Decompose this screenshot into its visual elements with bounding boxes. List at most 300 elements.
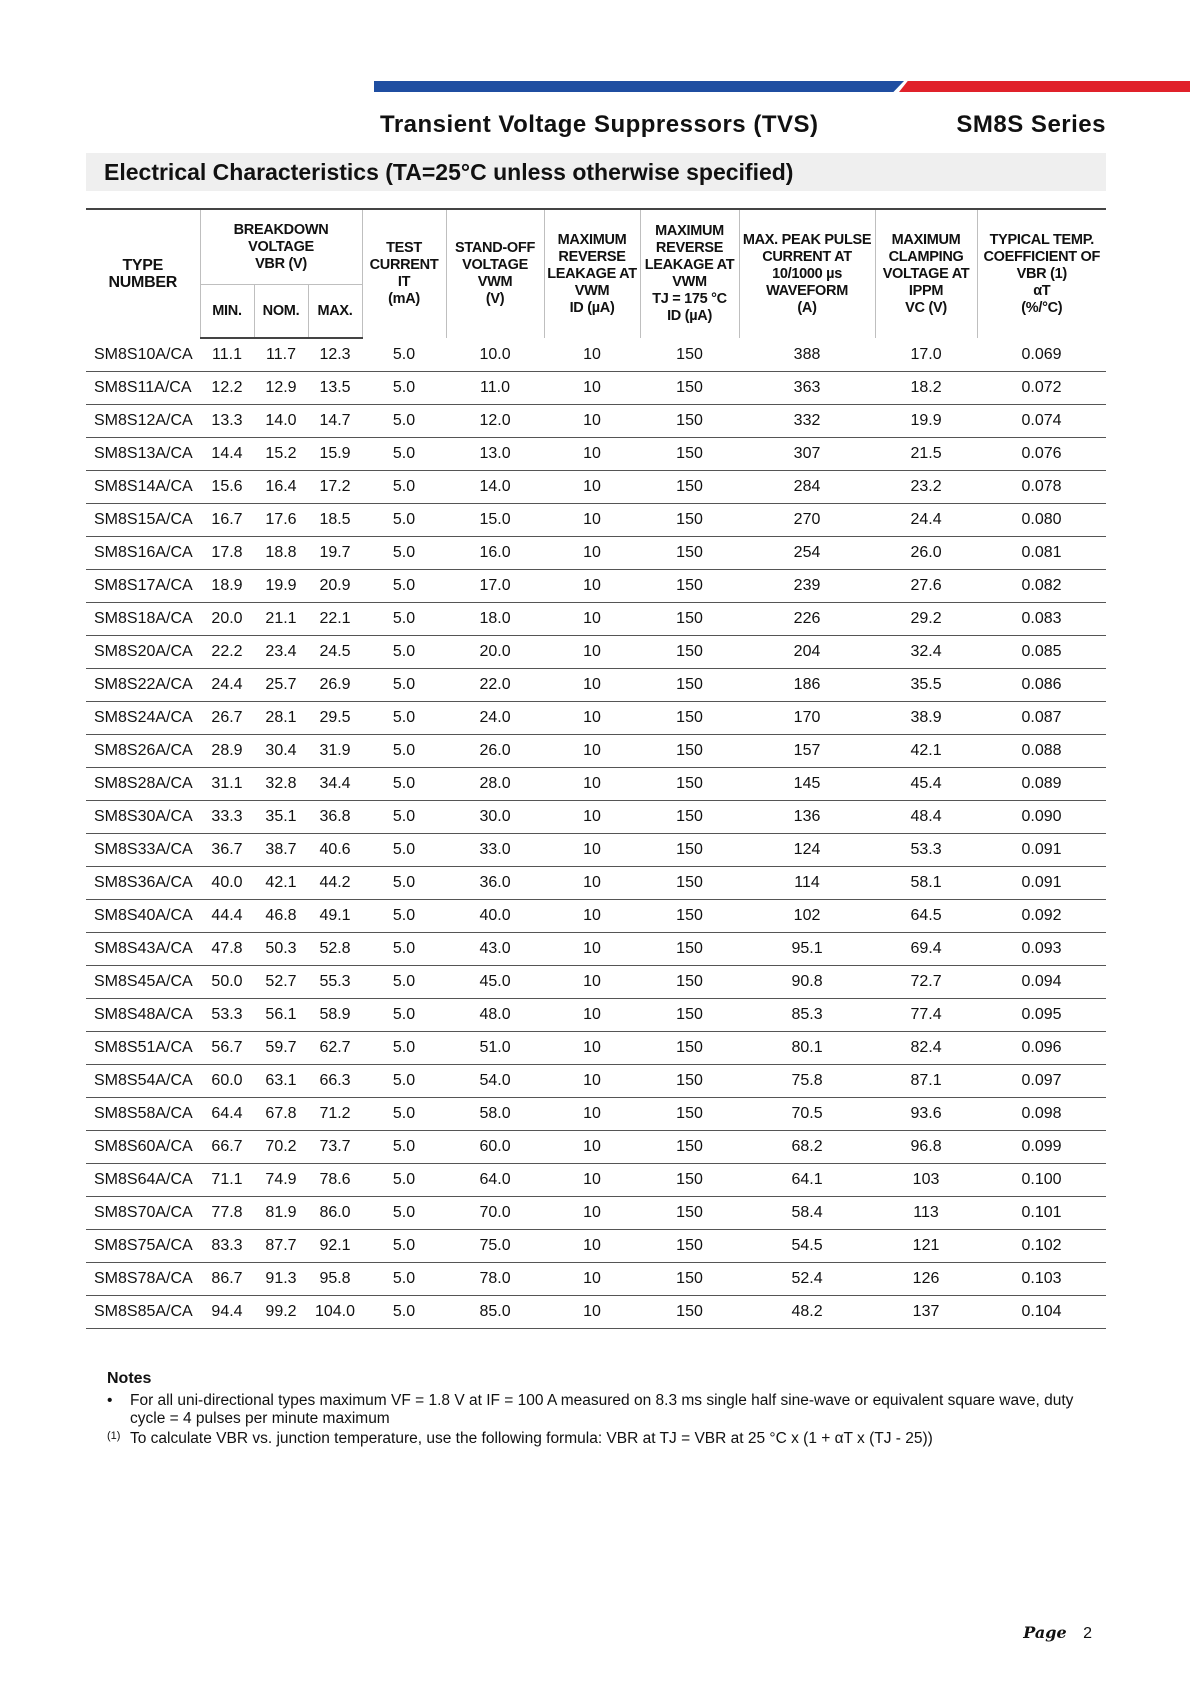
table-cell: 150 [640, 1263, 739, 1296]
table-cell: 15.9 [308, 438, 362, 471]
table-cell: 10 [544, 1098, 640, 1131]
table-cell: 0.085 [977, 636, 1106, 669]
table-row [86, 1032, 1106, 1065]
table-cell: 332 [739, 405, 875, 438]
table-row [86, 1230, 1106, 1263]
table-cell: 64.5 [875, 900, 977, 933]
table-cell: 27.6 [875, 570, 977, 603]
table-cell: 18.0 [446, 603, 544, 636]
table-cell: 5.0 [362, 438, 446, 471]
table-cell: 50.3 [254, 933, 308, 966]
table-row [86, 702, 1106, 735]
table-cell: 60.0 [446, 1131, 544, 1164]
table-cell: 64.1 [739, 1164, 875, 1197]
table-cell: 53.3 [200, 999, 254, 1032]
table-cell: 44.2 [308, 867, 362, 900]
table-cell: 18.8 [254, 537, 308, 570]
table-cell: 15.6 [200, 471, 254, 504]
table-row [86, 471, 1106, 504]
table-cell: 22.1 [308, 603, 362, 636]
table-cell: 150 [640, 900, 739, 933]
table-cell: 54.0 [446, 1065, 544, 1098]
table-cell: 0.098 [977, 1098, 1106, 1131]
header-standoff-voltage: STAND-OFF VOLTAGE VWM (V) [446, 209, 544, 338]
table-cell: 93.6 [875, 1098, 977, 1131]
table-cell: 150 [640, 801, 739, 834]
table-cell: 5.0 [362, 537, 446, 570]
table-cell: 47.8 [200, 933, 254, 966]
table-cell: 126 [875, 1263, 977, 1296]
table-cell: 5.0 [362, 702, 446, 735]
header-nom: NOM. [254, 285, 308, 339]
type-number-cell: SM8S13A/CA [86, 438, 200, 471]
table-cell: 49.1 [308, 900, 362, 933]
table-cell: 59.7 [254, 1032, 308, 1065]
table-row [86, 669, 1106, 702]
header-color-stripe [374, 81, 1190, 92]
type-number-cell: SM8S14A/CA [86, 471, 200, 504]
table-cell: 0.083 [977, 603, 1106, 636]
table-cell: 14.4 [200, 438, 254, 471]
table-cell: 92.1 [308, 1230, 362, 1263]
header-breakdown-voltage: BREAKDOWN VOLTAGE VBR (V) [200, 209, 362, 285]
table-cell: 52.4 [739, 1263, 875, 1296]
table-cell: 10.0 [446, 338, 544, 372]
table-cell: 96.8 [875, 1131, 977, 1164]
table-row [86, 1065, 1106, 1098]
table-cell: 32.4 [875, 636, 977, 669]
table-cell: 145 [739, 768, 875, 801]
table-cell: 150 [640, 338, 739, 372]
table-cell: 5.0 [362, 1098, 446, 1131]
table-cell: 86.0 [308, 1197, 362, 1230]
type-number-cell: SM8S85A/CA [86, 1296, 200, 1329]
table-cell: 10 [544, 570, 640, 603]
table-cell: 46.8 [254, 900, 308, 933]
table-cell: 35.1 [254, 801, 308, 834]
table-cell: 44.4 [200, 900, 254, 933]
table-cell: 28.9 [200, 735, 254, 768]
table-row [86, 1296, 1106, 1329]
table-cell: 121 [875, 1230, 977, 1263]
header-stripe-red [899, 81, 1190, 92]
header-max: MAX. [308, 285, 362, 339]
table-cell: 58.9 [308, 999, 362, 1032]
table-cell: 77.4 [875, 999, 977, 1032]
page-footer [1023, 1623, 1092, 1643]
table-cell: 15.0 [446, 504, 544, 537]
table-cell: 85.3 [739, 999, 875, 1032]
table-cell: 26.0 [875, 537, 977, 570]
table-cell: 150 [640, 1296, 739, 1329]
table-cell: 18.5 [308, 504, 362, 537]
table-cell: 11.7 [254, 338, 308, 372]
notes-heading: Notes [107, 1370, 152, 1387]
table-cell: 45.4 [875, 768, 977, 801]
table-cell: 18.9 [200, 570, 254, 603]
table-cell: 104.0 [308, 1296, 362, 1329]
table-row [86, 999, 1106, 1032]
table-cell: 0.104 [977, 1296, 1106, 1329]
table-cell: 20.0 [446, 636, 544, 669]
table-cell: 29.2 [875, 603, 977, 636]
section-header [86, 153, 1106, 191]
table-cell: 0.099 [977, 1131, 1106, 1164]
table-cell: 10 [544, 338, 640, 372]
table-row [86, 338, 1106, 372]
table-cell: 10 [544, 801, 640, 834]
table-cell: 18.2 [875, 372, 977, 405]
table-cell: 102 [739, 900, 875, 933]
table-cell: 14.0 [446, 471, 544, 504]
table-cell: 22.2 [200, 636, 254, 669]
table-cell: 113 [875, 1197, 977, 1230]
table-cell: 204 [739, 636, 875, 669]
table-row [86, 504, 1106, 537]
table-row [86, 966, 1106, 999]
table-cell: 150 [640, 867, 739, 900]
type-number-cell: SM8S43A/CA [86, 933, 200, 966]
table-cell: 28.1 [254, 702, 308, 735]
table-cell: 21.5 [875, 438, 977, 471]
type-number-cell: SM8S60A/CA [86, 1131, 200, 1164]
table-row [86, 1098, 1106, 1131]
table-cell: 53.3 [875, 834, 977, 867]
table-row [86, 570, 1106, 603]
table-cell: 124 [739, 834, 875, 867]
type-number-cell: SM8S33A/CA [86, 834, 200, 867]
table-cell: 150 [640, 1065, 739, 1098]
table-cell: 71.1 [200, 1164, 254, 1197]
type-number-cell: SM8S24A/CA [86, 702, 200, 735]
table-cell: 157 [739, 735, 875, 768]
table-cell: 5.0 [362, 1230, 446, 1263]
table-cell: 33.0 [446, 834, 544, 867]
header-reverse-leakage-175c: MAXIMUM REVERSE LEAKAGE AT VWM TJ = 175 °C ID (µA) [640, 209, 739, 338]
table-cell: 0.101 [977, 1197, 1106, 1230]
table-cell: 388 [739, 338, 875, 372]
table-cell: 60.0 [200, 1065, 254, 1098]
table-cell: 24.0 [446, 702, 544, 735]
table-row [86, 768, 1106, 801]
table-row [86, 735, 1106, 768]
table-cell: 12.2 [200, 372, 254, 405]
table-cell: 136 [739, 801, 875, 834]
table-cell: 10 [544, 438, 640, 471]
table-cell: 48.0 [446, 999, 544, 1032]
type-number-cell: SM8S70A/CA [86, 1197, 200, 1230]
table-cell: 40.0 [200, 867, 254, 900]
table-cell: 14.0 [254, 405, 308, 438]
table-cell: 0.072 [977, 372, 1106, 405]
page-label: Page [1023, 1623, 1067, 1642]
table-cell: 10 [544, 1197, 640, 1230]
table-cell: 0.069 [977, 338, 1106, 372]
table-cell: 40.0 [446, 900, 544, 933]
table-cell: 23.2 [875, 471, 977, 504]
notes-section [107, 1370, 1107, 1448]
table-cell: 5.0 [362, 999, 446, 1032]
table-cell: 150 [640, 1230, 739, 1263]
table-cell: 17.8 [200, 537, 254, 570]
header-temp-coefficient: TYPICAL TEMP. COEFFICIENT OF VBR (1) αT (%/°C) [977, 209, 1106, 338]
table-cell: 31.9 [308, 735, 362, 768]
table-cell: 48.4 [875, 801, 977, 834]
table-row [86, 834, 1106, 867]
type-number-cell: SM8S17A/CA [86, 570, 200, 603]
table-cell: 70.5 [739, 1098, 875, 1131]
table-row [86, 900, 1106, 933]
table-cell: 40.6 [308, 834, 362, 867]
type-number-cell: SM8S18A/CA [86, 603, 200, 636]
table-cell: 58.1 [875, 867, 977, 900]
table-cell: 5.0 [362, 1197, 446, 1230]
table-cell: 31.1 [200, 768, 254, 801]
table-cell: 19.9 [875, 405, 977, 438]
table-cell: 80.1 [739, 1032, 875, 1065]
table-cell: 150 [640, 1131, 739, 1164]
table-cell: 38.9 [875, 702, 977, 735]
table-cell: 5.0 [362, 504, 446, 537]
table-cell: 5.0 [362, 338, 446, 372]
type-number-cell: SM8S12A/CA [86, 405, 200, 438]
table-row [86, 801, 1106, 834]
table-cell: 5.0 [362, 1065, 446, 1098]
table-row [86, 1131, 1106, 1164]
table-cell: 284 [739, 471, 875, 504]
footnote-marker: (1) [107, 1430, 121, 1442]
table-cell: 5.0 [362, 1164, 446, 1197]
table-cell: 10 [544, 867, 640, 900]
table-cell: 5.0 [362, 867, 446, 900]
table-cell: 19.7 [308, 537, 362, 570]
table-cell: 36.7 [200, 834, 254, 867]
table-cell: 56.1 [254, 999, 308, 1032]
table-cell: 0.091 [977, 834, 1106, 867]
table-cell: 78.0 [446, 1263, 544, 1296]
bullet-icon: • [107, 1392, 113, 1409]
table-cell: 5.0 [362, 636, 446, 669]
document-title: Transient Voltage Suppressors (TVS) [380, 111, 819, 138]
table-row [86, 867, 1106, 900]
table-cell: 10 [544, 966, 640, 999]
table-cell: 58.4 [739, 1197, 875, 1230]
type-number-cell: SM8S26A/CA [86, 735, 200, 768]
table-cell: 10 [544, 1131, 640, 1164]
table-cell: 26.9 [308, 669, 362, 702]
table-cell: 15.2 [254, 438, 308, 471]
type-number-cell: SM8S75A/CA [86, 1230, 200, 1263]
table-cell: 0.097 [977, 1065, 1106, 1098]
table-cell: 28.0 [446, 768, 544, 801]
table-row [86, 1197, 1106, 1230]
table-cell: 10 [544, 900, 640, 933]
table-cell: 78.6 [308, 1164, 362, 1197]
table-cell: 0.078 [977, 471, 1106, 504]
table-cell: 137 [875, 1296, 977, 1329]
type-number-cell: SM8S30A/CA [86, 801, 200, 834]
page-number: 2 [1083, 1625, 1092, 1642]
table-cell: 90.8 [739, 966, 875, 999]
table-cell: 19.9 [254, 570, 308, 603]
type-number-cell: SM8S22A/CA [86, 669, 200, 702]
table-cell: 32.8 [254, 768, 308, 801]
type-number-cell: SM8S51A/CA [86, 1032, 200, 1065]
table-cell: 12.9 [254, 372, 308, 405]
table-cell: 52.7 [254, 966, 308, 999]
table-cell: 24.4 [200, 669, 254, 702]
type-number-cell: SM8S40A/CA [86, 900, 200, 933]
table-cell: 150 [640, 1197, 739, 1230]
table-cell: 13.5 [308, 372, 362, 405]
table-cell: 14.7 [308, 405, 362, 438]
table-cell: 11.1 [200, 338, 254, 372]
type-number-cell: SM8S11A/CA [86, 372, 200, 405]
table-cell: 64.0 [446, 1164, 544, 1197]
header-peak-pulse-current: MAX. PEAK PULSE CURRENT AT 10/1000 µs WAVEFORM (A) [739, 209, 875, 338]
table-cell: 29.5 [308, 702, 362, 735]
table-cell: 0.089 [977, 768, 1106, 801]
table-cell: 42.1 [254, 867, 308, 900]
table-cell: 170 [739, 702, 875, 735]
table-row [86, 438, 1106, 471]
table-cell: 94.4 [200, 1296, 254, 1329]
table-cell: 150 [640, 537, 739, 570]
series-title: SM8S Series [956, 111, 1106, 138]
table-cell: 150 [640, 933, 739, 966]
header-min: MIN. [200, 285, 254, 339]
table-cell: 16.0 [446, 537, 544, 570]
type-number-cell: SM8S64A/CA [86, 1164, 200, 1197]
table-cell: 0.096 [977, 1032, 1106, 1065]
table-cell: 150 [640, 999, 739, 1032]
table-cell: 226 [739, 603, 875, 636]
table-cell: 52.8 [308, 933, 362, 966]
table-cell: 10 [544, 1065, 640, 1098]
table-cell: 150 [640, 834, 739, 867]
table-cell: 91.3 [254, 1263, 308, 1296]
table-cell: 5.0 [362, 1032, 446, 1065]
footnote-text: To calculate VBR vs. junction temperature, use the following formula: VBR at TJ = VBR at 25 °C x (1 + αT x (TJ - 25)) [130, 1430, 933, 1447]
table-cell: 150 [640, 570, 739, 603]
table-cell: 42.1 [875, 735, 977, 768]
footnote-item [107, 1430, 1107, 1448]
table-cell: 0.082 [977, 570, 1106, 603]
table-cell: 82.4 [875, 1032, 977, 1065]
type-number-cell: SM8S48A/CA [86, 999, 200, 1032]
table-cell: 10 [544, 1032, 640, 1065]
table-cell: 13.3 [200, 405, 254, 438]
table-cell: 72.7 [875, 966, 977, 999]
table-cell: 62.7 [308, 1032, 362, 1065]
note-item [107, 1392, 1107, 1428]
header-reverse-leakage: MAXIMUM REVERSE LEAKAGE AT VWM ID (µA) [544, 209, 640, 338]
table-cell: 17.0 [446, 570, 544, 603]
table-cell: 26.7 [200, 702, 254, 735]
table-row [86, 537, 1106, 570]
table-cell: 10 [544, 372, 640, 405]
table-cell: 5.0 [362, 405, 446, 438]
type-number-cell: SM8S16A/CA [86, 537, 200, 570]
table-cell: 87.7 [254, 1230, 308, 1263]
section-title: Electrical Characteristics (TA=25°C unless otherwise specified) [104, 159, 794, 185]
table-cell: 24.5 [308, 636, 362, 669]
table-cell: 0.092 [977, 900, 1106, 933]
table-cell: 12.0 [446, 405, 544, 438]
table-row [86, 1263, 1106, 1296]
table-cell: 50.0 [200, 966, 254, 999]
table-cell: 10 [544, 669, 640, 702]
table-cell: 0.081 [977, 537, 1106, 570]
table-cell: 10 [544, 603, 640, 636]
table-cell: 0.094 [977, 966, 1106, 999]
header-type-number: TYPE NUMBER [86, 209, 200, 338]
table-cell: 10 [544, 1296, 640, 1329]
table-cell: 68.2 [739, 1131, 875, 1164]
table-cell: 10 [544, 504, 640, 537]
header-clamping-voltage: MAXIMUM CLAMPING VOLTAGE AT IPPM VC (V) [875, 209, 977, 338]
table-cell: 114 [739, 867, 875, 900]
electrical-characteristics-table [86, 208, 1106, 1329]
table-cell: 5.0 [362, 801, 446, 834]
table-cell: 99.2 [254, 1296, 308, 1329]
table-cell: 5.0 [362, 471, 446, 504]
table-cell: 45.0 [446, 966, 544, 999]
table-cell: 0.095 [977, 999, 1106, 1032]
table-cell: 38.7 [254, 834, 308, 867]
table-cell: 0.080 [977, 504, 1106, 537]
type-number-cell: SM8S58A/CA [86, 1098, 200, 1131]
table-body [86, 338, 1106, 1329]
table-cell: 24.4 [875, 504, 977, 537]
table-cell: 83.3 [200, 1230, 254, 1263]
table-cell: 66.3 [308, 1065, 362, 1098]
table-cell: 16.7 [200, 504, 254, 537]
type-number-cell: SM8S54A/CA [86, 1065, 200, 1098]
table-cell: 87.1 [875, 1065, 977, 1098]
table-cell: 10 [544, 1263, 640, 1296]
table-cell: 10 [544, 1164, 640, 1197]
table-cell: 30.4 [254, 735, 308, 768]
table-cell: 363 [739, 372, 875, 405]
table-cell: 0.090 [977, 801, 1106, 834]
table-cell: 150 [640, 735, 739, 768]
table-cell: 10 [544, 768, 640, 801]
table-cell: 5.0 [362, 768, 446, 801]
table-cell: 35.5 [875, 669, 977, 702]
table-cell: 150 [640, 768, 739, 801]
type-number-cell: SM8S15A/CA [86, 504, 200, 537]
table-cell: 74.9 [254, 1164, 308, 1197]
table-cell: 20.9 [308, 570, 362, 603]
table-cell: 17.2 [308, 471, 362, 504]
table-cell: 10 [544, 405, 640, 438]
table-cell: 12.3 [308, 338, 362, 372]
table-cell: 86.7 [200, 1263, 254, 1296]
table-cell: 25.7 [254, 669, 308, 702]
table-row [86, 405, 1106, 438]
table-cell: 0.076 [977, 438, 1106, 471]
table-cell: 77.8 [200, 1197, 254, 1230]
table-cell: 5.0 [362, 603, 446, 636]
table-cell: 20.0 [200, 603, 254, 636]
table-cell: 17.6 [254, 504, 308, 537]
table-cell: 150 [640, 405, 739, 438]
table-cell: 254 [739, 537, 875, 570]
table-cell: 85.0 [446, 1296, 544, 1329]
table-cell: 71.2 [308, 1098, 362, 1131]
table-cell: 26.0 [446, 735, 544, 768]
